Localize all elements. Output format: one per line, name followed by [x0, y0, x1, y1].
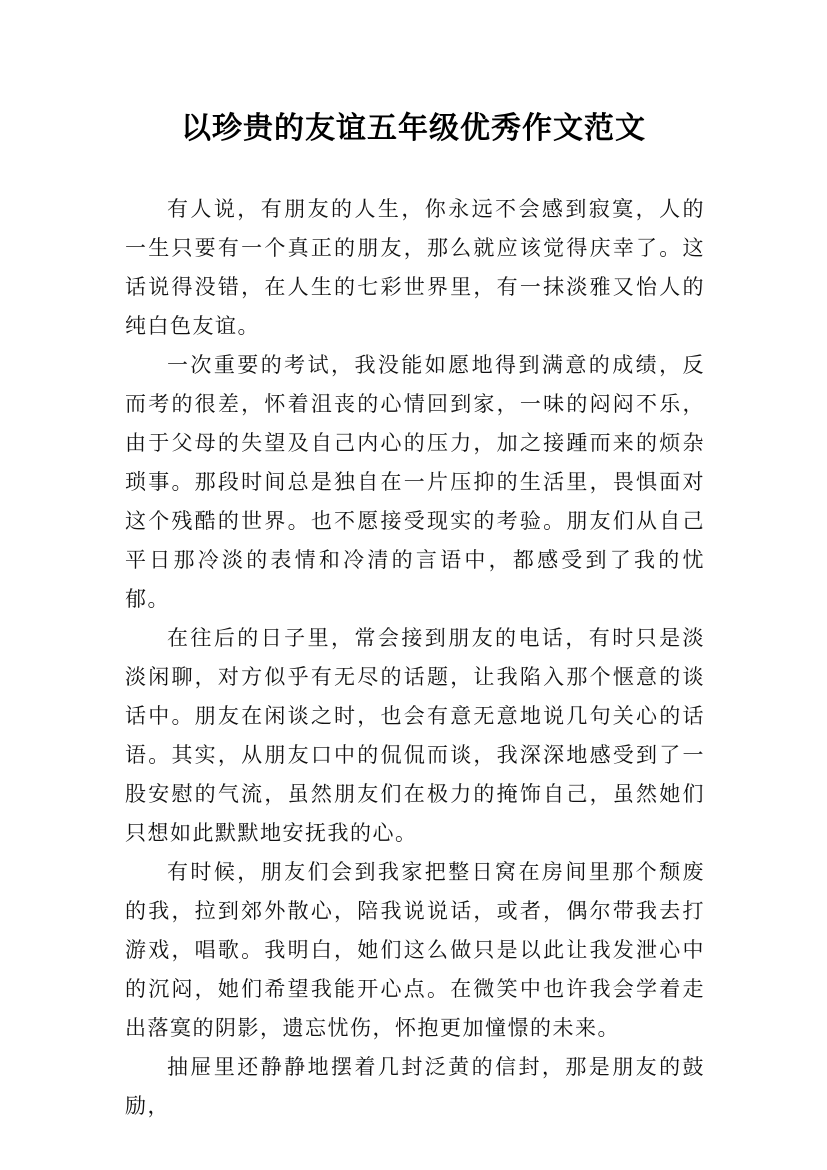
paragraph-3: 在往后的日子里，常会接到朋友的电话，有时只是淡淡闲聊，对方似乎有无尽的话题，让我陷入那个惬意的谈话中。朋友在闲谈之时，也会有意无意地说几句关心的话语。其实，从朋友口中的侃侃而谈，我深深地感受到了一股安慰的气流，虽然朋友们在极力的掩饰自己，虽然她们只想如此默默地安抚我的心。: [125, 626, 705, 845]
paragraph-5: 抽屉里还静静地摆着几封泛黄的信封，那是朋友的鼓励，: [125, 1055, 705, 1118]
paragraph-4: 有时候，朋友们会到我家把整日窝在房间里那个颓废的我，拉到郊外散心，陪我说说话，或者，偶尔带我去打游戏，唱歌。我明白，她们这么做只是以此让我发泄心中的沉闷，她们希望我能开心点。在微笑中也许我会学着走出落寞的阴影，遗忘忧伤，怀抱更加憧憬的未来。: [125, 860, 705, 1040]
paragraph-1: 有人说，有朋友的人生，你永远不会感到寂寞，人的一生只要有一个真正的朋友，那么就应该觉得庆幸了。这话说得没错，在人生的七彩世界里，有一抹淡雅又怡人的纯白色友谊。: [125, 197, 705, 338]
document-body: [125, 190, 705, 1126]
document-title: 以珍贵的友谊五年级优秀作文范文: [181, 111, 646, 146]
paragraph-2: 一次重要的考试，我没能如愿地得到满意的成绩，反而考的很差，怀着沮丧的心情回到家，一味的闷闷不乐，由于父母的失望及自己内心的压力，加之接踵而来的烦杂琐事。那段时间总是独自在一片压抑的生活里，畏惧面对这个残酷的世界。也不愿接受现实的考验。朋友们从自己平日那冷淡的表情和冷清的言语中，都感受到了我的忧郁。: [125, 353, 705, 611]
